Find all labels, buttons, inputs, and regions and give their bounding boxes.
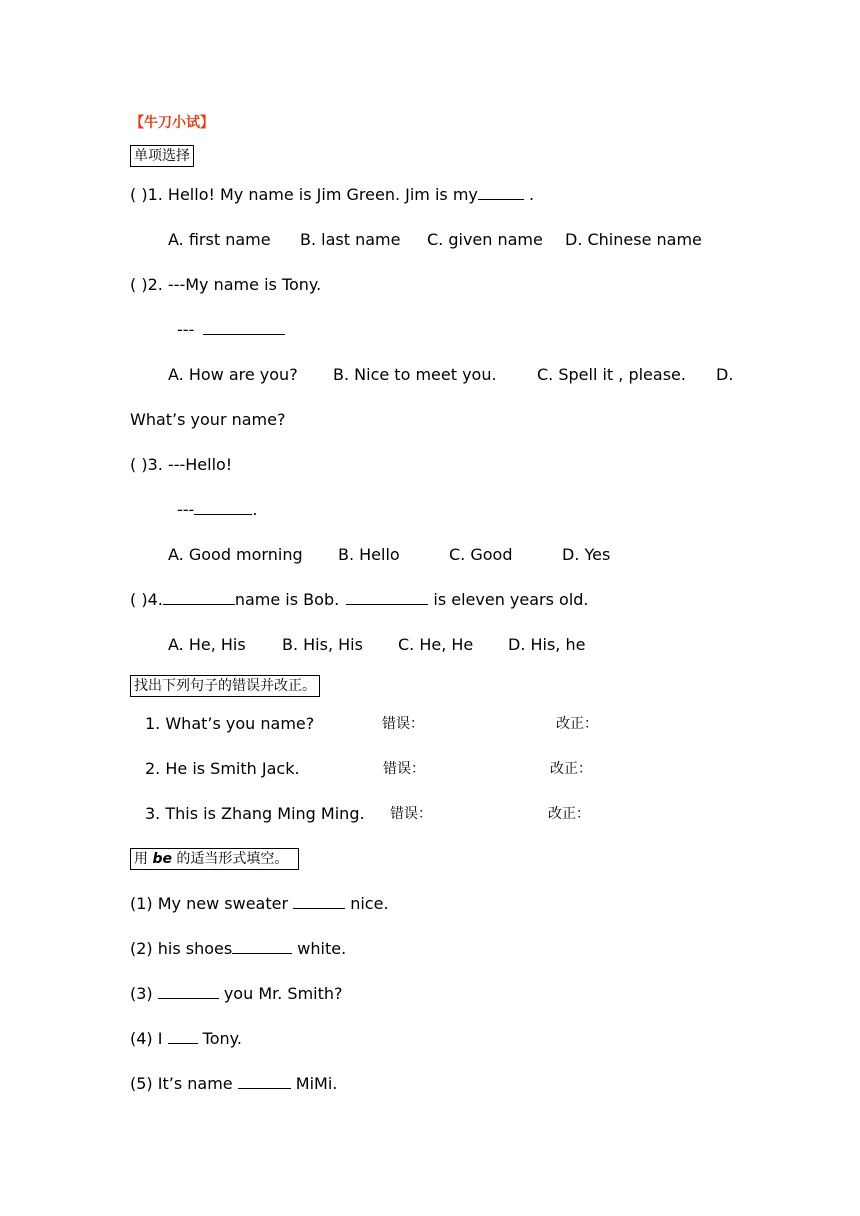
part3-header [130,848,299,870]
part2-header [130,675,320,697]
option-b: B. Hello [338,545,400,564]
correction-item-3 [145,803,590,825]
question-text-c: is eleven years old. [433,590,589,609]
fill-item-5: (5) It’s name MiMi. [130,1074,338,1093]
reply-dashes: --- [177,500,195,519]
question-end: . [523,185,535,204]
option-c: C. Spell it , please. [537,365,686,384]
option-c: C. Good [449,545,513,564]
answer-paren: ( ) [130,275,148,294]
option-c: C. given name [427,230,543,249]
reply-end: . [252,500,258,519]
option-a: A. How are you? [168,365,298,384]
answer-blank[interactable] [203,320,285,335]
question-3 [130,454,232,476]
fill-item-1: (1) My new sweater nice. [130,894,389,913]
answer-blank[interactable] [194,500,252,515]
option-b: B. last name [300,230,401,249]
fill-item-3: (3) you Mr. Smith? [130,984,343,1003]
answer-paren: ( ) [130,590,148,609]
part1-header [130,145,194,167]
be-keyword: be [152,851,172,867]
option-b: B. His, His [282,635,363,654]
option-b: B. Nice to meet you. [333,365,497,384]
sentence: 2. He is Smith Jack. [145,759,300,778]
option-d: D. Yes [562,545,611,564]
question-2-options [168,364,734,386]
answer-paren: ( ) [130,455,148,474]
part2-header-label: 找出下列句子的错误并改正。 [130,675,320,697]
question-4 [130,589,589,611]
question-3-options [168,544,611,566]
fill-item-2: (2) his shoes white. [130,939,347,958]
answer-blank[interactable] [478,185,524,200]
answer-blank[interactable] [293,894,345,909]
answer-paren: ( ) [130,185,148,204]
part3-header-label: 用 be 的适当形式填空。 [130,848,299,870]
answer-blank[interactable] [168,1029,198,1044]
answer-blank[interactable] [238,1074,291,1089]
reply-dashes: --- [177,320,195,339]
question-2-reply [177,319,285,341]
answer-blank[interactable] [232,939,292,954]
question-text: 3. ---Hello! [147,455,233,474]
question-text-b: name is Bob. [234,590,340,609]
error-label: 错误： [383,761,425,777]
correction-item-2 [145,758,592,780]
question-number: 4. [147,590,163,609]
answer-blank[interactable] [158,984,219,999]
sentence: 3. This is Zhang Ming Ming. [145,804,365,823]
question-1 [130,184,534,206]
answer-blank-1[interactable] [163,590,235,605]
correction-item-1 [145,713,598,735]
question-2-option-d-text: What’s your name? [130,410,286,429]
option-a: A. He, His [168,635,246,654]
option-c: C. He, He [398,635,474,654]
error-label: 错误： [390,806,432,822]
fix-label: 改正： [550,761,592,777]
question-text: 2. ---My name is Tony. [147,275,322,294]
fill-item-4: (4) I Tony. [130,1029,242,1048]
question-text: 1. Hello! My name is Jim Green. Jim is my [147,185,478,204]
error-label: 错误： [382,716,424,732]
option-d: D. His, he [508,635,586,654]
question-4-options [168,634,586,656]
part1-header-label: 单项选择 [130,145,194,167]
question-3-reply [177,499,257,521]
option-d: D. [716,365,734,384]
section-title: 【牛刀小试】 [130,115,214,131]
option-a: A. Good morning [168,545,303,564]
fix-label: 改正： [556,716,598,732]
fix-label: 改正： [548,806,590,822]
option-a: A. first name [168,230,271,249]
question-2 [130,274,321,296]
option-d: D. Chinese name [565,230,702,249]
question-1-options [168,229,702,251]
answer-blank-2[interactable] [346,590,428,605]
sentence: 1. What’s you name? [145,714,315,733]
